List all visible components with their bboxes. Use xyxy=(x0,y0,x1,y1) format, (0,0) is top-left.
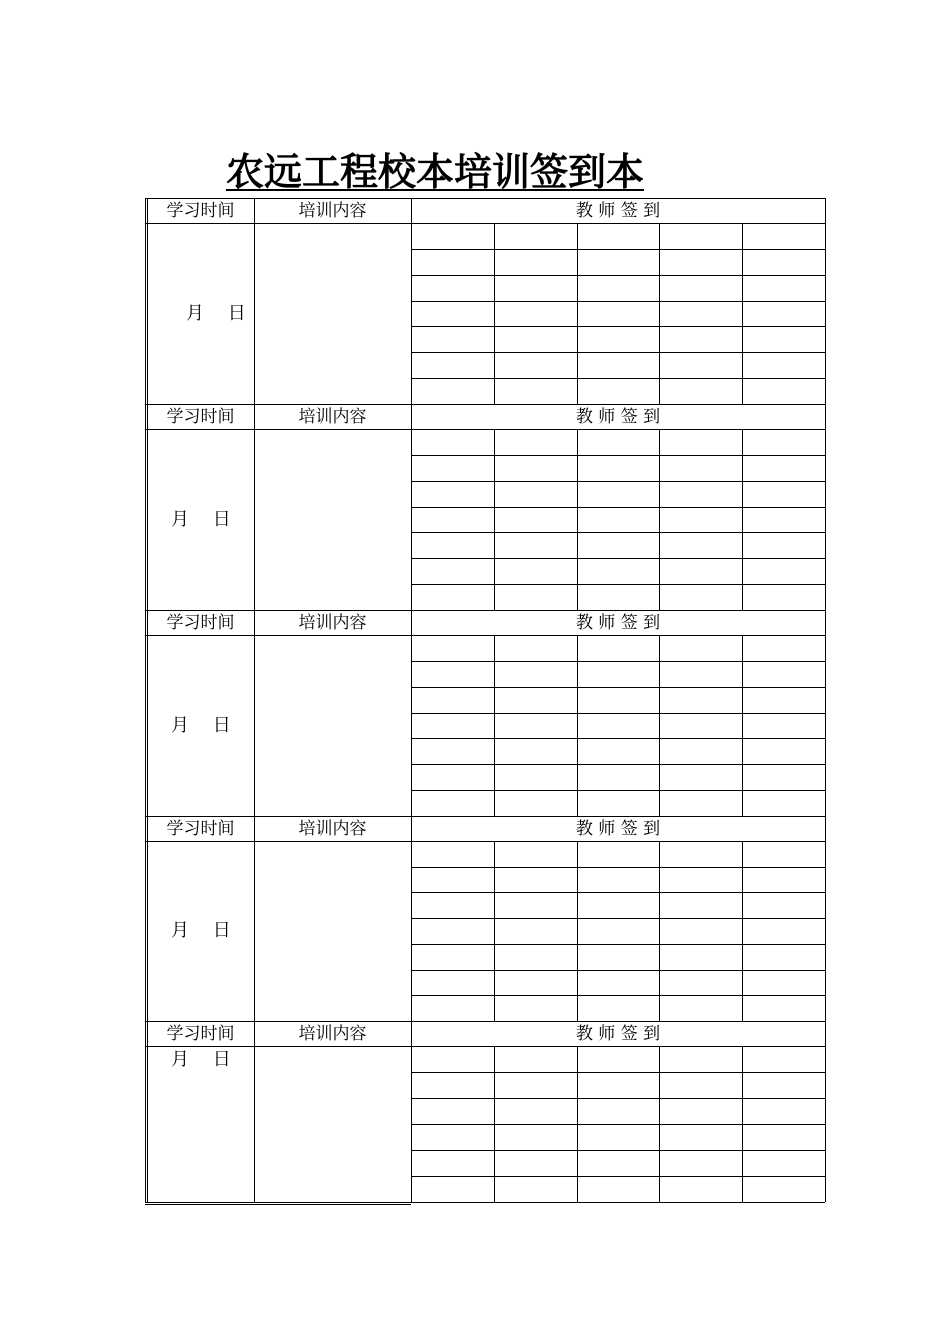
signature-cell[interactable] xyxy=(743,1151,824,1175)
signature-cell[interactable] xyxy=(660,662,741,686)
signature-cell[interactable] xyxy=(743,508,824,532)
signature-cell[interactable] xyxy=(743,327,824,351)
header-study-time: 学习时间 xyxy=(166,201,235,221)
page-title: 农远工程校本培训签到本 xyxy=(226,149,645,194)
signature-cell[interactable] xyxy=(660,456,741,480)
training-content-field[interactable] xyxy=(256,431,409,608)
signature-cell[interactable] xyxy=(660,430,741,454)
signature-cell[interactable] xyxy=(578,430,659,454)
signature-cell[interactable] xyxy=(495,791,576,815)
signature-cell[interactable] xyxy=(412,842,493,866)
signature-cell[interactable] xyxy=(495,224,576,248)
signature-cell[interactable] xyxy=(495,353,576,377)
signature-cell[interactable] xyxy=(743,893,824,917)
signature-cell[interactable] xyxy=(578,893,659,917)
signature-cell[interactable] xyxy=(743,353,824,377)
signature-cell[interactable] xyxy=(660,791,741,815)
signature-cell[interactable] xyxy=(578,276,659,300)
header-study-time: 学习时间 xyxy=(166,1024,235,1044)
signature-cell[interactable] xyxy=(578,353,659,377)
signature-cell[interactable] xyxy=(578,868,659,892)
signature-cell[interactable] xyxy=(578,1047,659,1071)
signature-cell[interactable] xyxy=(495,559,576,583)
signature-cell[interactable] xyxy=(743,379,824,403)
signature-cell[interactable] xyxy=(660,919,741,943)
signature-cell[interactable] xyxy=(743,430,824,454)
signature-cell[interactable] xyxy=(412,662,493,686)
signature-cell[interactable] xyxy=(412,302,493,326)
signature-cell[interactable] xyxy=(578,739,659,763)
signature-cell[interactable] xyxy=(578,971,659,995)
signature-cell[interactable] xyxy=(578,508,659,532)
signature-cell[interactable] xyxy=(578,327,659,351)
signature-cell[interactable] xyxy=(495,430,576,454)
signature-cell[interactable] xyxy=(412,250,493,274)
signature-cell[interactable] xyxy=(743,585,824,609)
signature-cell[interactable] xyxy=(495,1125,576,1149)
signature-cell[interactable] xyxy=(660,765,741,789)
signature-cell[interactable] xyxy=(578,765,659,789)
signature-cell[interactable] xyxy=(412,1151,493,1175)
signature-cell[interactable] xyxy=(412,327,493,351)
signature-cell[interactable] xyxy=(660,327,741,351)
signature-cell[interactable] xyxy=(495,714,576,738)
signature-cell[interactable] xyxy=(495,276,576,300)
column-divider-time xyxy=(254,198,255,1202)
signature-cell[interactable] xyxy=(412,739,493,763)
signature-cell[interactable] xyxy=(412,919,493,943)
signature-cell[interactable] xyxy=(578,533,659,557)
signature-cell[interactable] xyxy=(412,224,493,248)
signature-cell[interactable] xyxy=(578,585,659,609)
signature-cell[interactable] xyxy=(743,714,824,738)
signature-cell[interactable] xyxy=(743,739,824,763)
signature-cell[interactable] xyxy=(495,456,576,480)
signature-cell[interactable] xyxy=(743,945,824,969)
date-field: 月 日 xyxy=(171,1049,231,1070)
signature-cell[interactable] xyxy=(495,1151,576,1175)
signature-cell[interactable] xyxy=(743,791,824,815)
signature-cell[interactable] xyxy=(578,379,659,403)
signature-cell[interactable] xyxy=(743,1099,824,1123)
signature-cell[interactable] xyxy=(578,919,659,943)
signature-cell[interactable] xyxy=(495,508,576,532)
signature-cell[interactable] xyxy=(660,893,741,917)
header-teacher-sign-in: 教 师 签 到 xyxy=(575,1024,661,1044)
signature-cell[interactable] xyxy=(660,714,741,738)
signature-cell[interactable] xyxy=(743,456,824,480)
signature-cell[interactable] xyxy=(412,868,493,892)
signature-cell[interactable] xyxy=(578,224,659,248)
signature-cell[interactable] xyxy=(412,791,493,815)
signature-cell[interactable] xyxy=(743,224,824,248)
header-training-content: 培训内容 xyxy=(298,407,367,427)
signature-cell[interactable] xyxy=(660,1125,741,1149)
signature-cell[interactable] xyxy=(495,996,576,1020)
header-training-content: 培训内容 xyxy=(298,819,367,839)
signature-cell[interactable] xyxy=(412,1125,493,1149)
signature-cell[interactable] xyxy=(743,559,824,583)
signature-cell[interactable] xyxy=(660,353,741,377)
signature-cell[interactable] xyxy=(412,533,493,557)
signature-cell[interactable] xyxy=(660,508,741,532)
training-content-field[interactable] xyxy=(256,637,409,814)
signature-cell[interactable] xyxy=(743,636,824,660)
signature-cell[interactable] xyxy=(578,714,659,738)
signature-cell[interactable] xyxy=(495,1073,576,1097)
table-border-left-inner xyxy=(147,198,148,1202)
signature-cell[interactable] xyxy=(578,559,659,583)
signature-cell[interactable] xyxy=(578,1125,659,1149)
signature-cell[interactable] xyxy=(743,868,824,892)
signature-cell[interactable] xyxy=(495,893,576,917)
signature-cell[interactable] xyxy=(660,1099,741,1123)
signature-cell[interactable] xyxy=(495,482,576,506)
signature-cell[interactable] xyxy=(412,379,493,403)
training-content-field[interactable] xyxy=(256,1048,409,1200)
signature-cell[interactable] xyxy=(495,302,576,326)
signature-cell[interactable] xyxy=(578,791,659,815)
signature-cell[interactable] xyxy=(495,1177,576,1201)
signature-cell[interactable] xyxy=(743,482,824,506)
signature-cell[interactable] xyxy=(743,971,824,995)
signature-cell[interactable] xyxy=(412,353,493,377)
signature-cell[interactable] xyxy=(660,1177,741,1201)
signature-cell[interactable] xyxy=(495,945,576,969)
signature-cell[interactable] xyxy=(743,1047,824,1071)
signature-cell[interactable] xyxy=(743,276,824,300)
signature-cell[interactable] xyxy=(660,688,741,712)
signature-cell[interactable] xyxy=(412,585,493,609)
signature-cell[interactable] xyxy=(495,379,576,403)
signature-cell[interactable] xyxy=(412,1047,493,1071)
signature-cell[interactable] xyxy=(412,276,493,300)
signature-cell[interactable] xyxy=(495,533,576,557)
signature-cell[interactable] xyxy=(743,1073,824,1097)
training-content-field[interactable] xyxy=(256,843,409,1019)
signature-cell[interactable] xyxy=(412,559,493,583)
header-study-time: 学习时间 xyxy=(166,613,235,633)
signature-cell[interactable] xyxy=(660,1151,741,1175)
header-teacher-sign-in: 教 师 签 到 xyxy=(575,819,661,839)
signature-cell[interactable] xyxy=(743,765,824,789)
signature-cell[interactable] xyxy=(660,1073,741,1097)
table-border-right xyxy=(825,198,826,1202)
date-field: 月 日 xyxy=(171,508,231,530)
signature-cell[interactable] xyxy=(412,971,493,995)
date-field: 月 日 xyxy=(171,714,231,736)
signature-cell[interactable] xyxy=(578,456,659,480)
signature-cell[interactable] xyxy=(495,585,576,609)
signature-cell[interactable] xyxy=(495,250,576,274)
signature-cell[interactable] xyxy=(412,456,493,480)
signature-cell[interactable] xyxy=(578,636,659,660)
signature-cell[interactable] xyxy=(660,379,741,403)
signature-cell[interactable] xyxy=(660,996,741,1020)
header-teacher-sign-in: 教 师 签 到 xyxy=(575,407,661,427)
signature-cell[interactable] xyxy=(578,1151,659,1175)
table-border-bottom-left-double xyxy=(145,1204,411,1205)
signature-cell[interactable] xyxy=(578,688,659,712)
signature-cell[interactable] xyxy=(412,765,493,789)
signature-cell[interactable] xyxy=(495,842,576,866)
signature-cell[interactable] xyxy=(660,302,741,326)
signature-cell[interactable] xyxy=(578,482,659,506)
header-teacher-sign-in: 教 师 签 到 xyxy=(575,201,661,221)
header-study-time: 学习时间 xyxy=(166,407,235,427)
signature-cell[interactable] xyxy=(412,508,493,532)
signature-cell[interactable] xyxy=(743,688,824,712)
signature-cell[interactable] xyxy=(578,1073,659,1097)
table-border-bottom-left xyxy=(145,1202,411,1203)
signature-cell[interactable] xyxy=(495,327,576,351)
signature-cell[interactable] xyxy=(660,276,741,300)
date-field: 月 日 xyxy=(186,302,246,324)
header-teacher-sign-in: 教 师 签 到 xyxy=(575,613,661,633)
signature-cell[interactable] xyxy=(743,919,824,943)
signature-cell[interactable] xyxy=(743,302,824,326)
header-study-time: 学习时间 xyxy=(166,819,235,839)
signature-cell[interactable] xyxy=(495,765,576,789)
signature-cell[interactable] xyxy=(412,714,493,738)
signature-cell[interactable] xyxy=(495,688,576,712)
signature-cell[interactable] xyxy=(412,688,493,712)
signature-cell[interactable] xyxy=(743,996,824,1020)
signature-cell[interactable] xyxy=(495,868,576,892)
signature-cell[interactable] xyxy=(412,1073,493,1097)
signature-cell[interactable] xyxy=(660,559,741,583)
signature-cell[interactable] xyxy=(660,585,741,609)
header-training-content: 培训内容 xyxy=(298,613,367,633)
signature-cell[interactable] xyxy=(660,533,741,557)
signature-cell[interactable] xyxy=(660,224,741,248)
table-border-left xyxy=(145,198,146,1202)
signature-cell[interactable] xyxy=(495,1047,576,1071)
signature-cell[interactable] xyxy=(412,430,493,454)
header-training-content: 培训内容 xyxy=(298,201,367,221)
signature-cell[interactable] xyxy=(660,971,741,995)
signature-cell[interactable] xyxy=(743,250,824,274)
signature-cell[interactable] xyxy=(743,1177,824,1201)
signature-cell[interactable] xyxy=(495,919,576,943)
signature-cell[interactable] xyxy=(412,996,493,1020)
signature-cell[interactable] xyxy=(412,1177,493,1201)
signature-cell[interactable] xyxy=(412,893,493,917)
signature-cell[interactable] xyxy=(495,739,576,763)
signature-cell[interactable] xyxy=(660,945,741,969)
signature-cell[interactable] xyxy=(578,996,659,1020)
signature-cell[interactable] xyxy=(660,868,741,892)
signature-cell[interactable] xyxy=(660,482,741,506)
signature-cell[interactable] xyxy=(743,1125,824,1149)
signature-cell[interactable] xyxy=(495,971,576,995)
signature-cell[interactable] xyxy=(412,1099,493,1123)
header-training-content: 培训内容 xyxy=(298,1024,367,1044)
signature-cell[interactable] xyxy=(495,1099,576,1123)
date-field: 月 日 xyxy=(171,920,231,941)
signature-cell[interactable] xyxy=(743,533,824,557)
signature-cell[interactable] xyxy=(660,636,741,660)
signature-cell[interactable] xyxy=(578,1099,659,1123)
training-content-field[interactable] xyxy=(256,225,409,402)
signature-cell[interactable] xyxy=(578,1177,659,1201)
signature-cell[interactable] xyxy=(412,482,493,506)
signature-cell[interactable] xyxy=(578,302,659,326)
signature-cell[interactable] xyxy=(743,662,824,686)
signature-cell[interactable] xyxy=(578,250,659,274)
signature-cell[interactable] xyxy=(578,945,659,969)
signature-cell[interactable] xyxy=(743,842,824,866)
signature-cell[interactable] xyxy=(660,842,741,866)
signature-cell[interactable] xyxy=(660,250,741,274)
signature-cell[interactable] xyxy=(578,842,659,866)
signature-cell[interactable] xyxy=(578,662,659,686)
table-border-bottom-right xyxy=(411,1202,825,1203)
signature-cell[interactable] xyxy=(660,739,741,763)
signature-cell[interactable] xyxy=(495,636,576,660)
signature-cell[interactable] xyxy=(412,945,493,969)
signature-cell[interactable] xyxy=(495,662,576,686)
signature-cell[interactable] xyxy=(412,636,493,660)
signature-cell[interactable] xyxy=(660,1047,741,1071)
